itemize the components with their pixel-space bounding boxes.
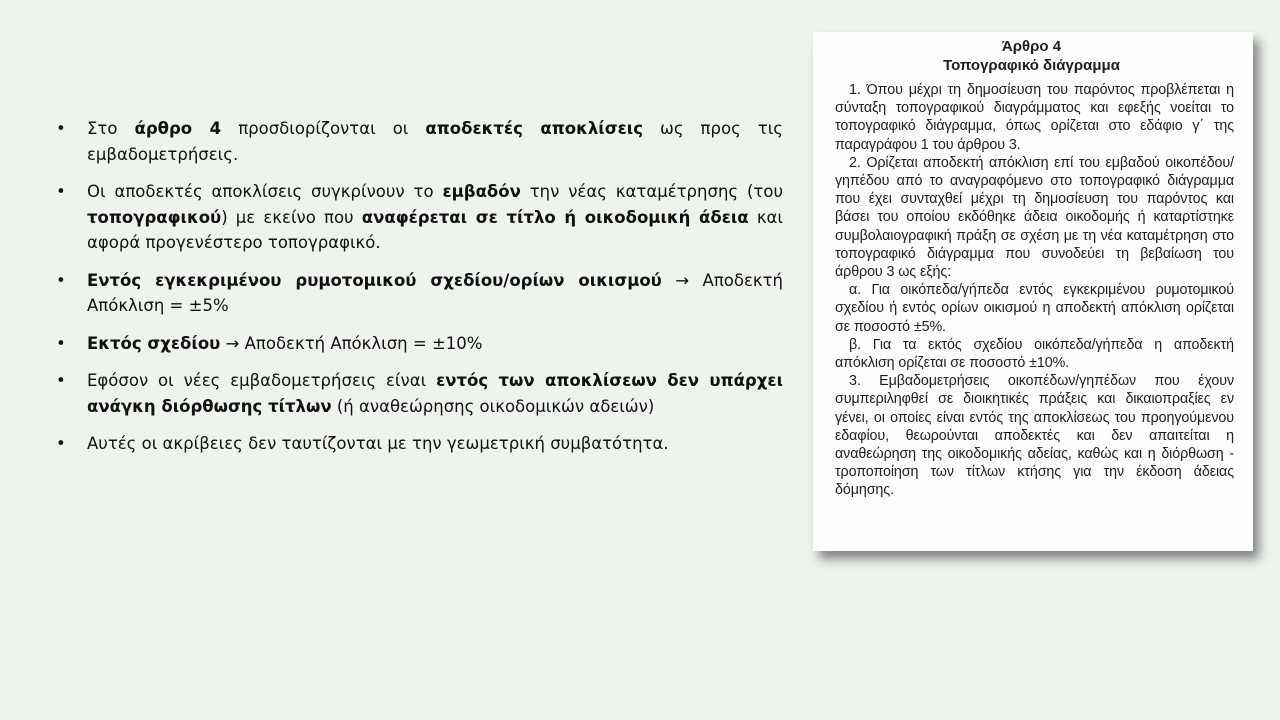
bullet-text-segment: Εντός εγκεκριμένου ρυμοτομικού σχεδίου/ορίων οικισμού — [87, 270, 662, 290]
bullet-text-segment: Εφόσον οι νέες εμβαδομετρήσεις είναι — [87, 371, 437, 390]
bullet-dot: • — [56, 270, 66, 290]
bullet-dot: • — [56, 333, 66, 353]
bullet-text-segment: προσδιορίζονται οι — [221, 119, 426, 138]
bullet-dot: • — [56, 182, 66, 201]
bullet-item — [56, 331, 783, 357]
bullet-dot: • — [56, 434, 66, 453]
bullet-text-segment: ως προς τις εμβαδομετρήσεις. — [87, 119, 783, 164]
article-paragraph: 3. Εμβαδομετρήσεις οικοπέδων/γηπέδων που έχουν συμπεριληφθεί σε διοικητικές πράξεις και δικαιοπραξίες εν γένει, οι οποίες είναι εντός της αποκλίσεως του προηγούμενου εδαφίου, θεωρούνται αποδεκτές και δεν απαιτείται η αναθεώρηση της οικοδομικής αδείας, καθώς και η διόρθωση - τροποποίηση των τίτλων κτήσης για την έκδοση άδειας δόμησης. — [835, 373, 1234, 499]
arrow-icon: → — [220, 333, 245, 353]
bullet-item — [56, 431, 783, 457]
bullet-text — [87, 371, 783, 416]
bullet-text-segment: Οι αποδεκτές αποκλίσεις συγκρίνουν το — [87, 182, 443, 201]
bullet-dot: • — [56, 371, 66, 390]
article-paragraph: 2. Ορίζεται αποδεκτή απόκλιση επί του εμβαδού οικοπέδου/γηπέδου από το αναγραφόμενο στο τοπογραφικό διάγραμμα που έχει συνταχθεί μέχρι τη δημοσίευση του παρόντος και βάσει του οποίου εκδόθηκε άδεια οικοδομής ή καταρτίστηκε συμβολαιογραφική πράξη σε σχέση με τη νέα καταμέτρηση στο τοπογραφικό διάγραμμα που συνοδεύει τη βεβαίωση του άρθρου 3 ως εξής: — [835, 154, 1234, 281]
bullet-text-segment: Εκτός σχεδίου — [87, 333, 221, 353]
bullet-text-segment: άρθρο 4 — [134, 119, 222, 138]
article-paragraph: α. Για οικόπεδα/γήπεδα εντός εγκεκριμένου ρυμοτομικού σχεδίου ή εντός ορίων οικισμού η αποδεκτή απόκλιση ορίζεται σε ποσοστό ±5%. — [835, 282, 1234, 335]
bullet-list — [56, 116, 783, 469]
bullet-text — [87, 271, 783, 316]
bullet-text-segment: αναφέρεται σε τίτλο ή οικοδομική άδεια — [361, 207, 749, 227]
bullet-text-segment: εμβαδόν — [442, 182, 521, 201]
bullet-text — [87, 334, 482, 353]
bullet-text-segment: Στο — [87, 119, 135, 138]
arrow-icon: → — [661, 270, 703, 290]
bullet-item — [56, 268, 783, 319]
article-paragraph: β. Για τα εκτός σχεδίου οικόπεδα/γήπεδα η αποδεκτή απόκλιση ορίζεται σε ποσοστό ±10%. — [835, 336, 1234, 372]
bullet-text-segment: (ή αναθεώρησης οικοδομικών αδειών) — [331, 396, 655, 416]
bullet-dot: • — [56, 119, 66, 138]
bullet-item — [56, 116, 783, 167]
bullet-text — [87, 119, 783, 164]
bullet-text — [87, 182, 783, 252]
bullet-item — [56, 179, 783, 256]
bullet-text-segment: και αφορά προγενέστερο τοπογραφικό. — [87, 207, 783, 252]
bullet-text-segment: Αυτές οι ακρίβειες δεν ταυτίζονται με την γεωμετρική συμβατότητα. — [87, 434, 669, 453]
bullet-text-segment: εντός των αποκλίσεων δεν υπάρχει ανάγκη διόρθωσης τίτλων — [87, 371, 784, 416]
law-article-excerpt — [813, 32, 1253, 551]
article-heading: Άρθρο 4 — [1001, 38, 1062, 55]
bullet-text-segment: τοπογραφικού — [87, 207, 222, 227]
bullet-item — [56, 368, 783, 419]
bullet-text-segment: την νέας καταμέτρησης (του — [520, 182, 783, 201]
article-paragraph: 1. Όπου μέχρι τη δημοσίευση του παρόντος προβλέπεται η σύνταξη τοπογραφικού διαγράμματος και εφεξής νοείται το τοπογραφικό διάγραμμα, όπως ορίζεται στο εδάφιο γ΄ της παραγράφου 1 του άρθρου 3. — [835, 82, 1234, 153]
bullet-text-segment: Αποδεκτή Απόκλιση = ±5% — [87, 270, 783, 315]
bullet-text-segment: ) με εκείνο που — [221, 207, 362, 227]
article-subheading: Τοπογραφικό διάγραμμα — [943, 57, 1120, 74]
bullet-text-segment: Αποδεκτή Απόκλιση = ±10% — [244, 333, 483, 353]
bullet-text-segment: αποδεκτές αποκλίσεις — [425, 119, 643, 138]
bullet-text — [87, 434, 669, 453]
